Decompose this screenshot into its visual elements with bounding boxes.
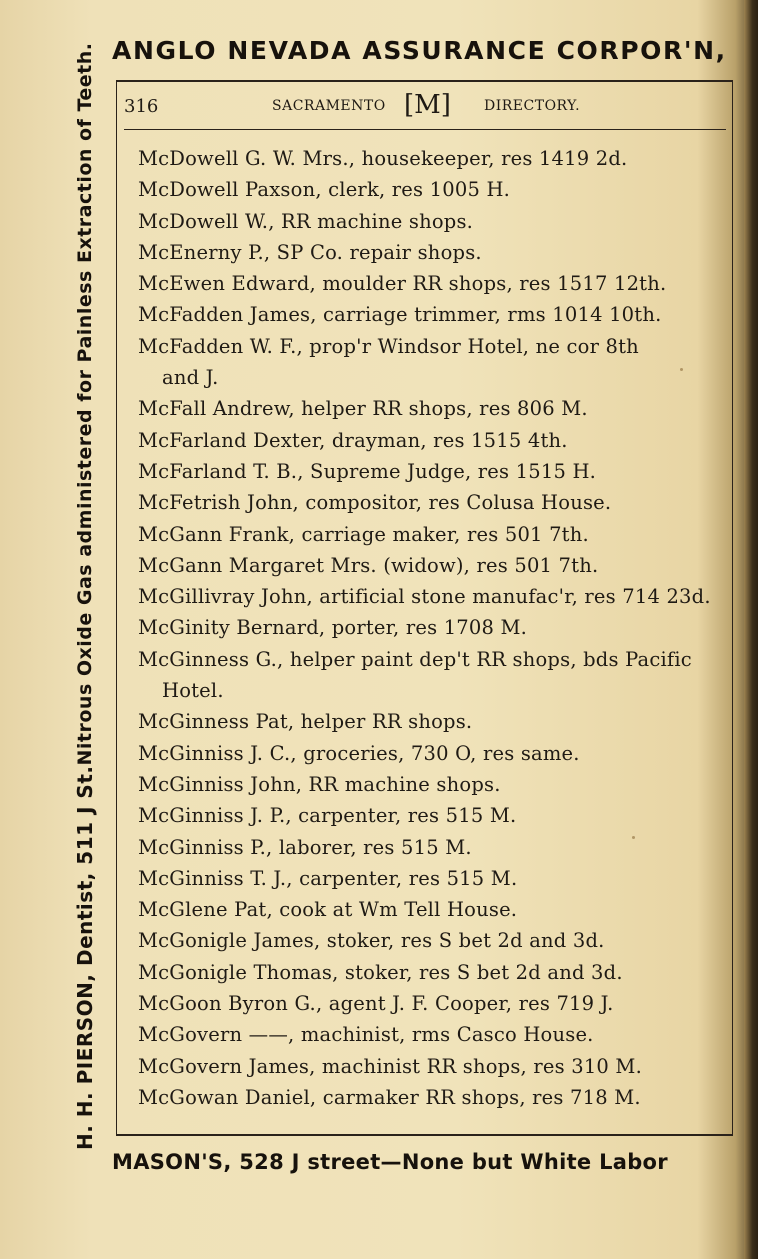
list-item: McDowell W., RR machine shops. bbox=[138, 209, 474, 233]
header-rule bbox=[124, 129, 726, 130]
list-item: McGonigle Thomas, stoker, res S bet 2d and 3d. bbox=[138, 960, 623, 984]
list-item: McFadden James, carriage trimmer, rms 1014 10th. bbox=[138, 303, 662, 327]
list-item: McGonigle James, stoker, res S bet 2d and 3d. bbox=[138, 929, 605, 953]
top-advertisement-banner: ANGLO NEVADA ASSURANCE CORPOR'N, bbox=[112, 36, 727, 65]
directory-entries bbox=[138, 143, 728, 1113]
list-item: McGinness Pat, helper RR shops. bbox=[138, 710, 473, 734]
list-item: McGovern James, machinist RR shops, res 310 M. bbox=[138, 1054, 642, 1078]
paper-speck bbox=[632, 836, 635, 839]
list-item: McGlene Pat, cook at Wm Tell House. bbox=[138, 898, 518, 922]
list-item: McGovern ——, machinist, rms Casco House. bbox=[138, 1023, 594, 1047]
list-item: McGinniss P., laborer, res 515 M. bbox=[138, 835, 472, 859]
list-item: McGinness G., helper paint dep't RR shops, bds Pacific bbox=[138, 647, 692, 671]
list-item-continuation: Hotel. bbox=[162, 679, 224, 703]
list-item: McFetrish John, compositor, res Colusa House. bbox=[138, 491, 612, 515]
list-item: McGinniss T. J., carpenter, res 515 M. bbox=[138, 866, 518, 890]
running-head bbox=[124, 88, 726, 124]
list-item: McGowan Daniel, carmaker RR shops, res 718 M. bbox=[138, 1085, 641, 1109]
list-item: McFarland T. B., Supreme Judge, res 1515 H. bbox=[138, 459, 597, 483]
paper-speck bbox=[680, 368, 683, 371]
running-head-title: SACRAMENTO bbox=[272, 98, 386, 114]
list-item: McFall Andrew, helper RR shops, res 806 M. bbox=[138, 397, 588, 421]
list-item-continuation: and J. bbox=[162, 366, 219, 390]
book-binding-edge bbox=[744, 0, 758, 1259]
section-letter: [M] bbox=[404, 90, 451, 120]
side-banner-tagline: Nitrous Oxide Gas administered for Painless Extraction of Teeth. bbox=[74, 42, 96, 766]
side-banner-name: H. H. PIERSON, Dentist, 511 J St. bbox=[73, 765, 97, 1150]
list-item: McGillivray John, artificial stone manufac'r, res 714 23d. bbox=[138, 585, 711, 609]
list-item: McEwen Edward, moulder RR shops, res 1517 12th. bbox=[138, 272, 667, 296]
list-item: McFadden W. F., prop'r Windsor Hotel, ne cor 8th bbox=[138, 334, 639, 358]
list-item: McGinniss John, RR machine shops. bbox=[138, 772, 501, 796]
list-item: McGinniss J. C., groceries, 730 O, res same. bbox=[138, 741, 580, 765]
list-item: McGann Frank, carriage maker, res 501 7th. bbox=[138, 522, 589, 546]
side-advertisement-banner bbox=[63, 42, 107, 1150]
list-item: McGann Margaret Mrs. (widow), res 501 7th. bbox=[138, 553, 599, 577]
list-item: McGinity Bernard, porter, res 1708 M. bbox=[138, 616, 528, 640]
list-item: McDowell Paxson, clerk, res 1005 H. bbox=[138, 178, 511, 202]
list-item: McGoon Byron G., agent J. F. Cooper, res 719 J. bbox=[138, 992, 614, 1016]
bottom-advertisement-banner: MASON'S, 528 J street—None but White Labor bbox=[112, 1150, 668, 1174]
list-item: McDowell G. W. Mrs., housekeeper, res 1419 2d. bbox=[138, 147, 628, 170]
list-item: McFarland Dexter, drayman, res 1515 4th. bbox=[138, 428, 568, 452]
page-number: 316 bbox=[124, 95, 159, 117]
list-item: McEnerny P., SP Co. repair shops. bbox=[138, 240, 482, 264]
running-head-directory: DIRECTORY. bbox=[484, 98, 581, 114]
list-item: McGinniss J. P., carpenter, res 515 M. bbox=[138, 804, 517, 828]
